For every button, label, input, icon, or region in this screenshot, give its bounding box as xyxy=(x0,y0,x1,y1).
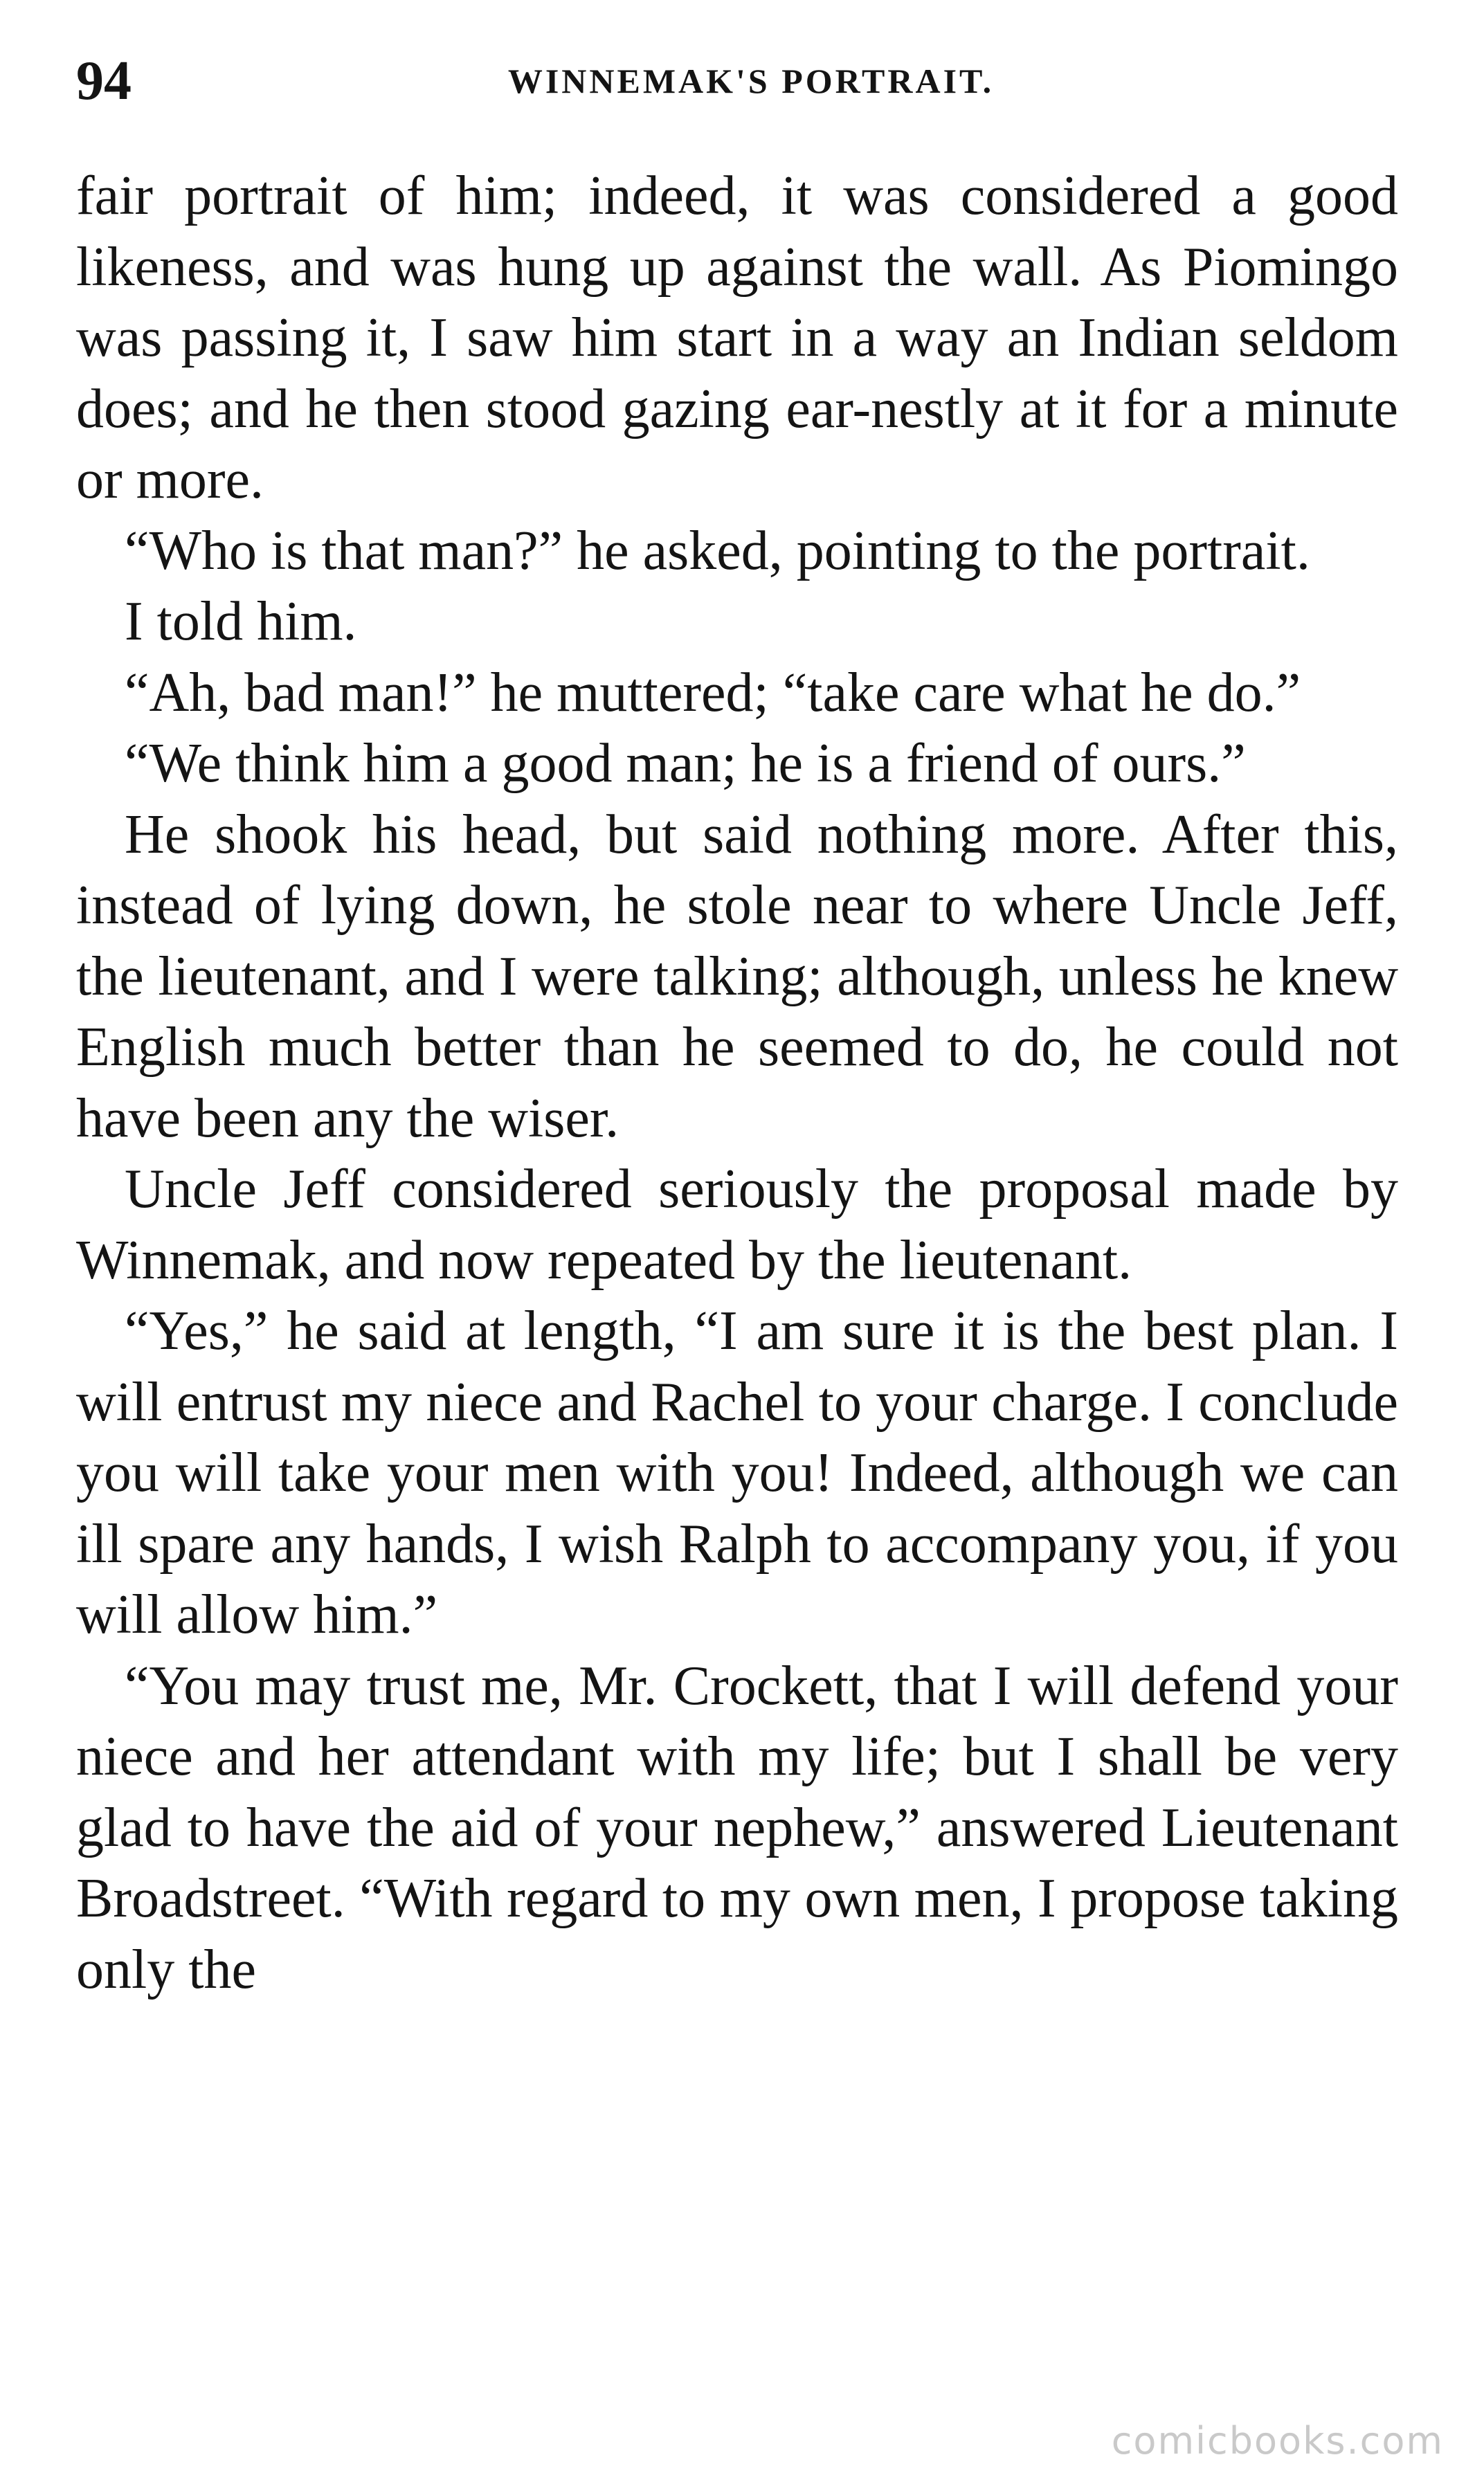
running-head: WINNEMAK'S PORTRAIT. xyxy=(507,62,995,100)
page-header xyxy=(76,43,1398,119)
paragraph-4: “Ah, bad man!” he muttered; “take care what he do.” xyxy=(125,662,1301,723)
paragraph-3: I told him. xyxy=(125,591,357,652)
paragraph-2: “Who is that man?” he asked, pointing to the portrait. xyxy=(125,520,1310,581)
paragraph-9: “You may trust me, Mr. Crockett, that I will defend your niece and her attendant with my life; but I shall be very glad to have the aid of your nephew,” answered Lieutenant Broadstreet. “With regard to my own men, I propose taking only the xyxy=(76,1655,1398,2000)
paragraph-1: fair portrait of him; indeed, it was considered a good likeness, and was hung up against the wall. As Piomingo was passing it, I saw him start in a way an Indian seldom does; and he then stood gazing ear-nestly at it for a minute or more. xyxy=(76,165,1398,510)
watermark: comicbooks.com xyxy=(1111,2419,1444,2463)
paragraph-8: “Yes,” he said at length, “I am sure it is the best plan. I will entrust my niece and Rachel to your charge. I conclude you will take your men with you! Indeed, although we can ill spare any hands, I wish Ralph to accompany you, if you will allow him.” xyxy=(76,1301,1398,1645)
paragraph-5: “We think him a good man; he is a friend of ours.” xyxy=(125,733,1246,794)
page-number: 94 xyxy=(76,51,132,111)
paragraph-6: He shook his head, but said nothing more. After this, instead of lying down, he stole near to where Uncle Jeff, the lieutenant, and I were talking; although, unless he knew English much better than he seemed to do, he could not have been any the wiser. xyxy=(76,804,1398,1149)
body-text xyxy=(76,161,1398,2005)
paragraph-7: Uncle Jeff considered seriously the proposal made by Winnemak, and now repeated by the lieutenant. xyxy=(76,1159,1398,1291)
